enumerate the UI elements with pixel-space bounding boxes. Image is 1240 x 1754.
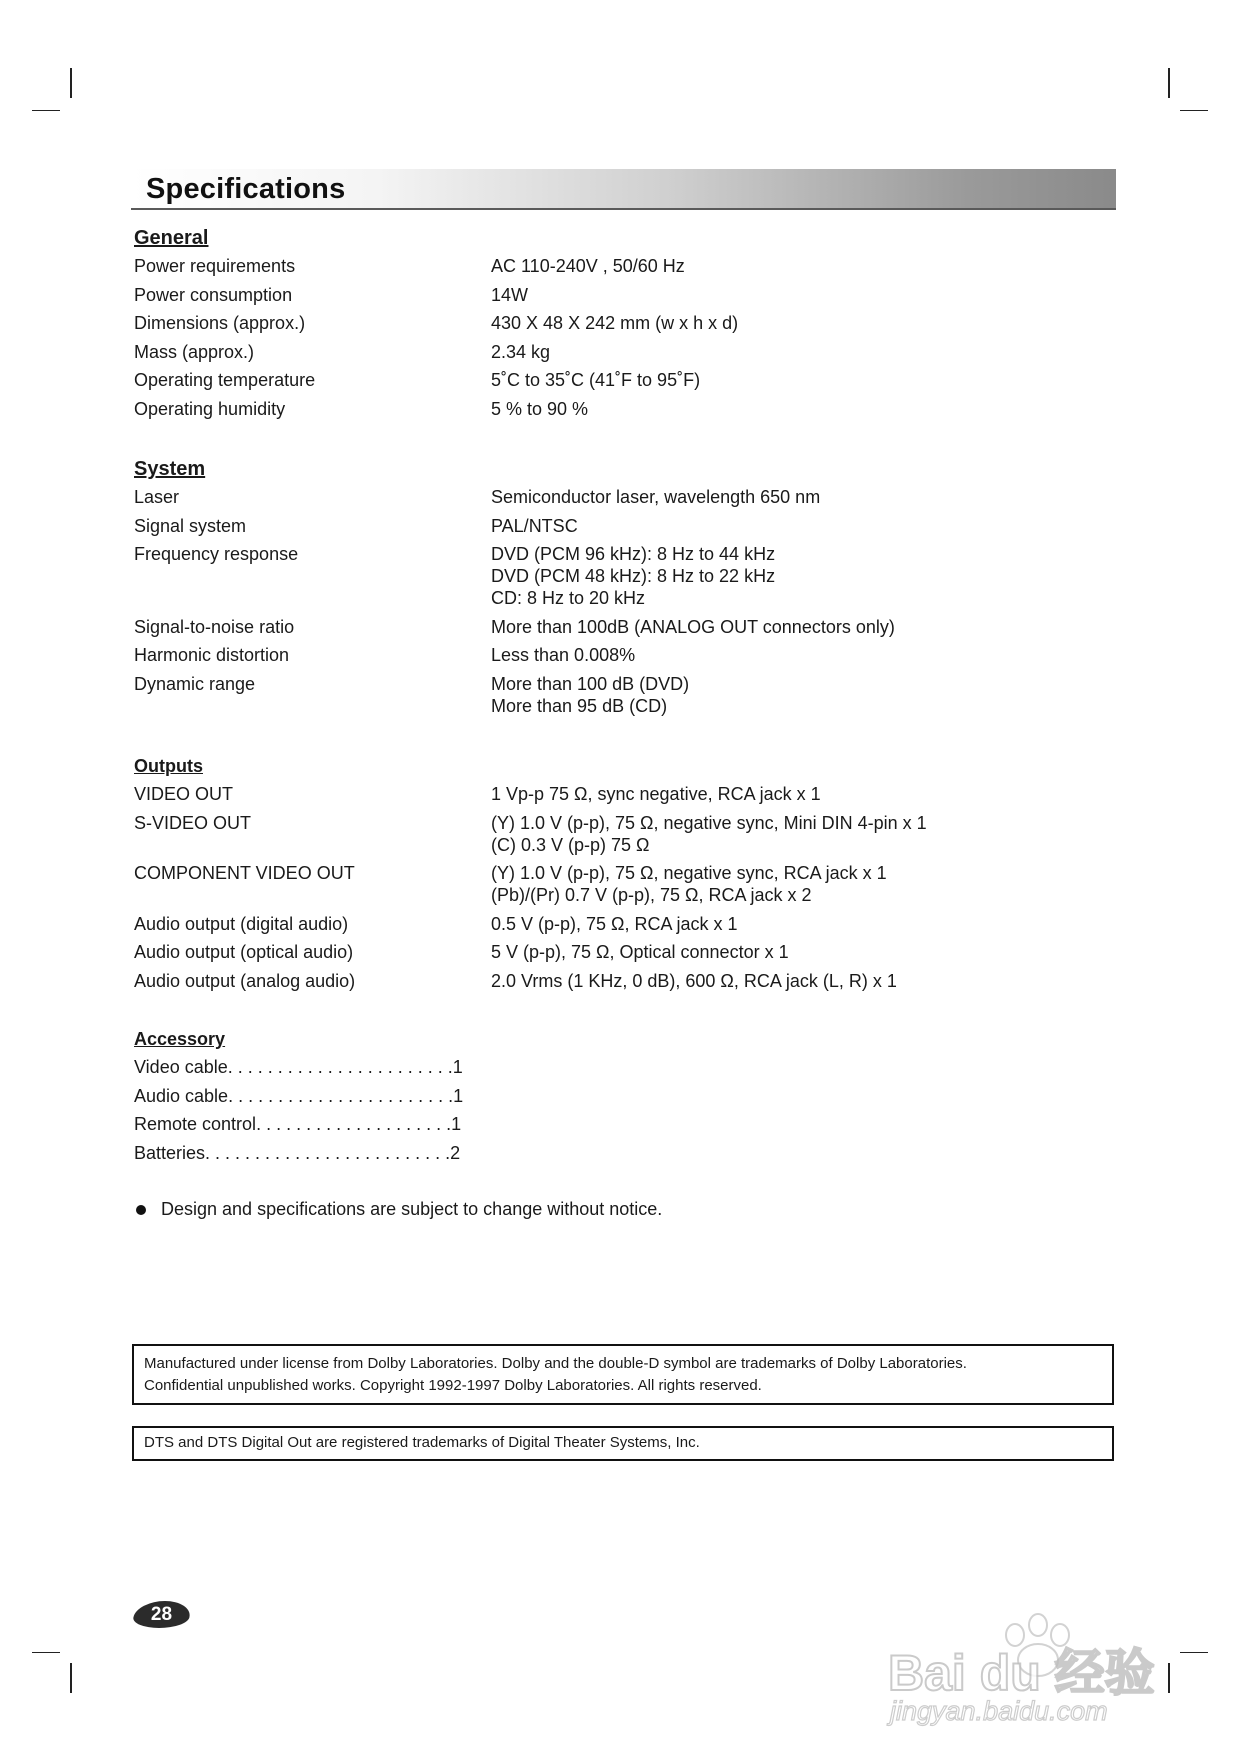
spec-value	[491, 673, 1034, 717]
spec-value	[491, 341, 1034, 363]
section-heading-outputs: Outputs	[134, 756, 203, 776]
spec-value-line: More than 100dB (ANALOG OUT connectors only)	[491, 616, 895, 637]
spec-label: Audio output (optical audio)	[134, 942, 354, 962]
spec-label: Dimensions (approx.)	[134, 313, 306, 333]
accessory-item	[134, 1142, 1034, 1171]
spec-value	[491, 398, 1034, 420]
accessory-item	[134, 1113, 1034, 1142]
spec-row	[134, 284, 1034, 306]
spec-value-line: (Pb)/(Pr) 0.7 V (p-p), 75 Ω, RCA jack x 2	[491, 885, 812, 905]
change-notice	[134, 1199, 662, 1220]
crop-mark	[1168, 68, 1170, 98]
dts-trademark-text: DTS and DTS Digital Out are registered trademarks of Digital Theater Systems, Inc.	[144, 1434, 700, 1451]
spec-value-line: Less than 0.008%	[491, 645, 636, 665]
spec-label: Power requirements	[134, 256, 296, 276]
spec-value-line: (Y) 1.0 V (p-p), 75 Ω, negative sync, Mini DIN 4-pin x 1	[491, 812, 927, 833]
spec-value	[491, 255, 1034, 277]
spec-value-line: (C) 0.3 V (p-p) 75 Ω	[491, 834, 650, 855]
spec-value-line: 430 X 48 X 242 mm (w x h x d)	[491, 313, 739, 333]
spec-value-line: (Y) 1.0 V (p-p), 75 Ω, negative sync, RCA jack x 1	[491, 863, 887, 883]
spec-label: Signal-to-noise ratio	[134, 616, 295, 637]
spec-row	[134, 341, 1034, 363]
spec-label: Power consumption	[134, 284, 293, 305]
spec-value-line: 14W	[491, 284, 529, 305]
spec-row	[134, 255, 1034, 277]
spec-value	[491, 515, 1034, 537]
page-number-text: 28	[151, 1603, 173, 1625]
accessory-qty: 1	[453, 1085, 464, 1106]
spec-value-line: 5 V (p-p), 75 Ω, Optical connector x 1	[491, 942, 789, 962]
spec-row	[134, 644, 1034, 666]
section-general	[134, 225, 1034, 426]
spec-label: Signal system	[134, 515, 247, 536]
section-heading-system: System	[134, 458, 206, 480]
accessory-dots: . . . . . . . . . . . . . . . . . . . . . . .	[228, 1085, 454, 1106]
crop-mark	[70, 68, 72, 98]
spec-value	[491, 941, 1034, 963]
spec-row	[134, 970, 1034, 992]
accessory-name: Remote control	[134, 1114, 257, 1134]
spec-row	[134, 616, 1034, 638]
page-number	[131, 1601, 193, 1628]
accessory-dots: . . . . . . . . . . . . . . . . . . . . . . .	[227, 1057, 453, 1077]
spec-value-line: 5 % to 90 %	[491, 398, 589, 419]
spec-value	[491, 913, 1034, 935]
spec-value-line: 1 Vp-p 75 Ω, sync negative, RCA jack x 1	[491, 784, 821, 804]
accessory-dots: . . . . . . . . . . . . . . . . . . . .	[256, 1114, 452, 1134]
spec-label: Audio output (digital audio)	[134, 913, 349, 934]
spec-label: COMPONENT VIDEO OUT	[134, 863, 355, 883]
spec-value	[491, 284, 1034, 306]
crop-mark	[1180, 110, 1208, 111]
spec-value-line: AC 110-240V , 50/60 Hz	[491, 256, 685, 276]
spec-value	[491, 644, 1034, 666]
section-accessory	[134, 1026, 1034, 1170]
spec-value-line: DVD (PCM 48 kHz): 8 Hz to 22 kHz	[491, 566, 776, 586]
spec-label: Frequency response	[134, 544, 299, 564]
crop-mark	[32, 110, 60, 111]
spec-value	[491, 862, 1034, 906]
spec-label: VIDEO OUT	[134, 784, 234, 804]
watermark-brand: Bai du 经验	[888, 1645, 1155, 1701]
spec-row	[134, 913, 1034, 935]
baidu-watermark	[880, 1580, 1180, 1730]
spec-value-line: 5˚C to 35˚C (41˚F to 95˚F)	[491, 370, 701, 390]
bullet-icon	[136, 1205, 146, 1215]
spec-value-line: 2.0 Vrms (1 KHz, 0 dB), 600 Ω, RCA jack (L, R) x 1	[491, 970, 897, 991]
dolby-license-box	[132, 1344, 1114, 1405]
section-heading-general: General	[134, 227, 209, 249]
page-title: Specifications	[146, 173, 346, 205]
spec-value-line: DVD (PCM 96 kHz): 8 Hz to 44 kHz	[491, 544, 776, 564]
spec-label: Audio output (analog audio)	[134, 970, 356, 991]
spec-label: Operating humidity	[134, 398, 286, 419]
accessory-qty: 1	[452, 1057, 463, 1077]
spec-value	[491, 812, 1034, 856]
accessory-item	[134, 1056, 1034, 1085]
spec-label: Laser	[134, 487, 180, 507]
spec-row	[134, 862, 1034, 906]
spec-value	[491, 486, 1034, 508]
spec-value-line: More than 95 dB (CD)	[491, 695, 668, 716]
accessory-qty: 2	[450, 1142, 461, 1163]
accessory-name: Batteries	[134, 1142, 206, 1163]
spec-value	[491, 369, 1034, 391]
spec-row	[134, 515, 1034, 537]
section-system	[134, 456, 1034, 723]
spec-row	[134, 312, 1034, 334]
spec-label: Dynamic range	[134, 673, 256, 694]
spec-row	[134, 369, 1034, 391]
spec-label: Operating temperature	[134, 370, 316, 390]
spec-value-line: PAL/NTSC	[491, 515, 578, 536]
section-heading-accessory: Accessory	[134, 1029, 226, 1049]
spec-value	[491, 970, 1034, 992]
watermark-url: jingyan.baidu.com	[890, 1696, 1108, 1726]
title-bar	[131, 169, 1116, 210]
spec-row	[134, 783, 1034, 805]
accessory-dots: . . . . . . . . . . . . . . . . . . . . . . . . .	[205, 1142, 451, 1163]
accessory-item	[134, 1085, 1034, 1114]
spec-label: Mass (approx.)	[134, 341, 255, 362]
spec-label: S-VIDEO OUT	[134, 812, 252, 833]
spec-value	[491, 616, 1034, 638]
spec-value-line: 0.5 V (p-p), 75 Ω, RCA jack x 1	[491, 913, 738, 934]
spec-value-line: CD: 8 Hz to 20 kHz	[491, 588, 646, 608]
change-notice-text: Design and specifications are subject to change without notice.	[161, 1199, 663, 1219]
accessory-qty: 1	[451, 1114, 462, 1134]
spec-label: Harmonic distortion	[134, 645, 290, 665]
crop-mark	[32, 1652, 60, 1653]
accessory-name: Video cable	[134, 1057, 228, 1077]
spec-row	[134, 486, 1034, 508]
spec-row	[134, 398, 1034, 420]
section-outputs	[134, 753, 1034, 998]
spec-row	[134, 543, 1034, 609]
spec-row	[134, 673, 1034, 717]
spec-value	[491, 312, 1034, 334]
spec-value	[491, 783, 1034, 805]
accessory-name: Audio cable	[134, 1085, 229, 1106]
spec-row	[134, 812, 1034, 856]
spec-row	[134, 941, 1034, 963]
crop-mark	[70, 1663, 72, 1693]
spec-value-line: Semiconductor laser, wavelength 650 nm	[491, 487, 821, 507]
dolby-license-line: Manufactured under license from Dolby Laboratories. Dolby and the double-D symbol are trademarks of Dolby Laboratories.	[144, 1355, 967, 1372]
spec-value	[491, 543, 1034, 609]
crop-mark	[1180, 1652, 1208, 1653]
dts-trademark-box	[132, 1426, 1114, 1461]
dolby-license-line: Confidential unpublished works. Copyright 1992-1997 Dolby Laboratories. All rights reserved.	[144, 1377, 762, 1394]
spec-value-line: More than 100 dB (DVD)	[491, 673, 690, 694]
spec-value-line: 2.34 kg	[491, 341, 551, 362]
